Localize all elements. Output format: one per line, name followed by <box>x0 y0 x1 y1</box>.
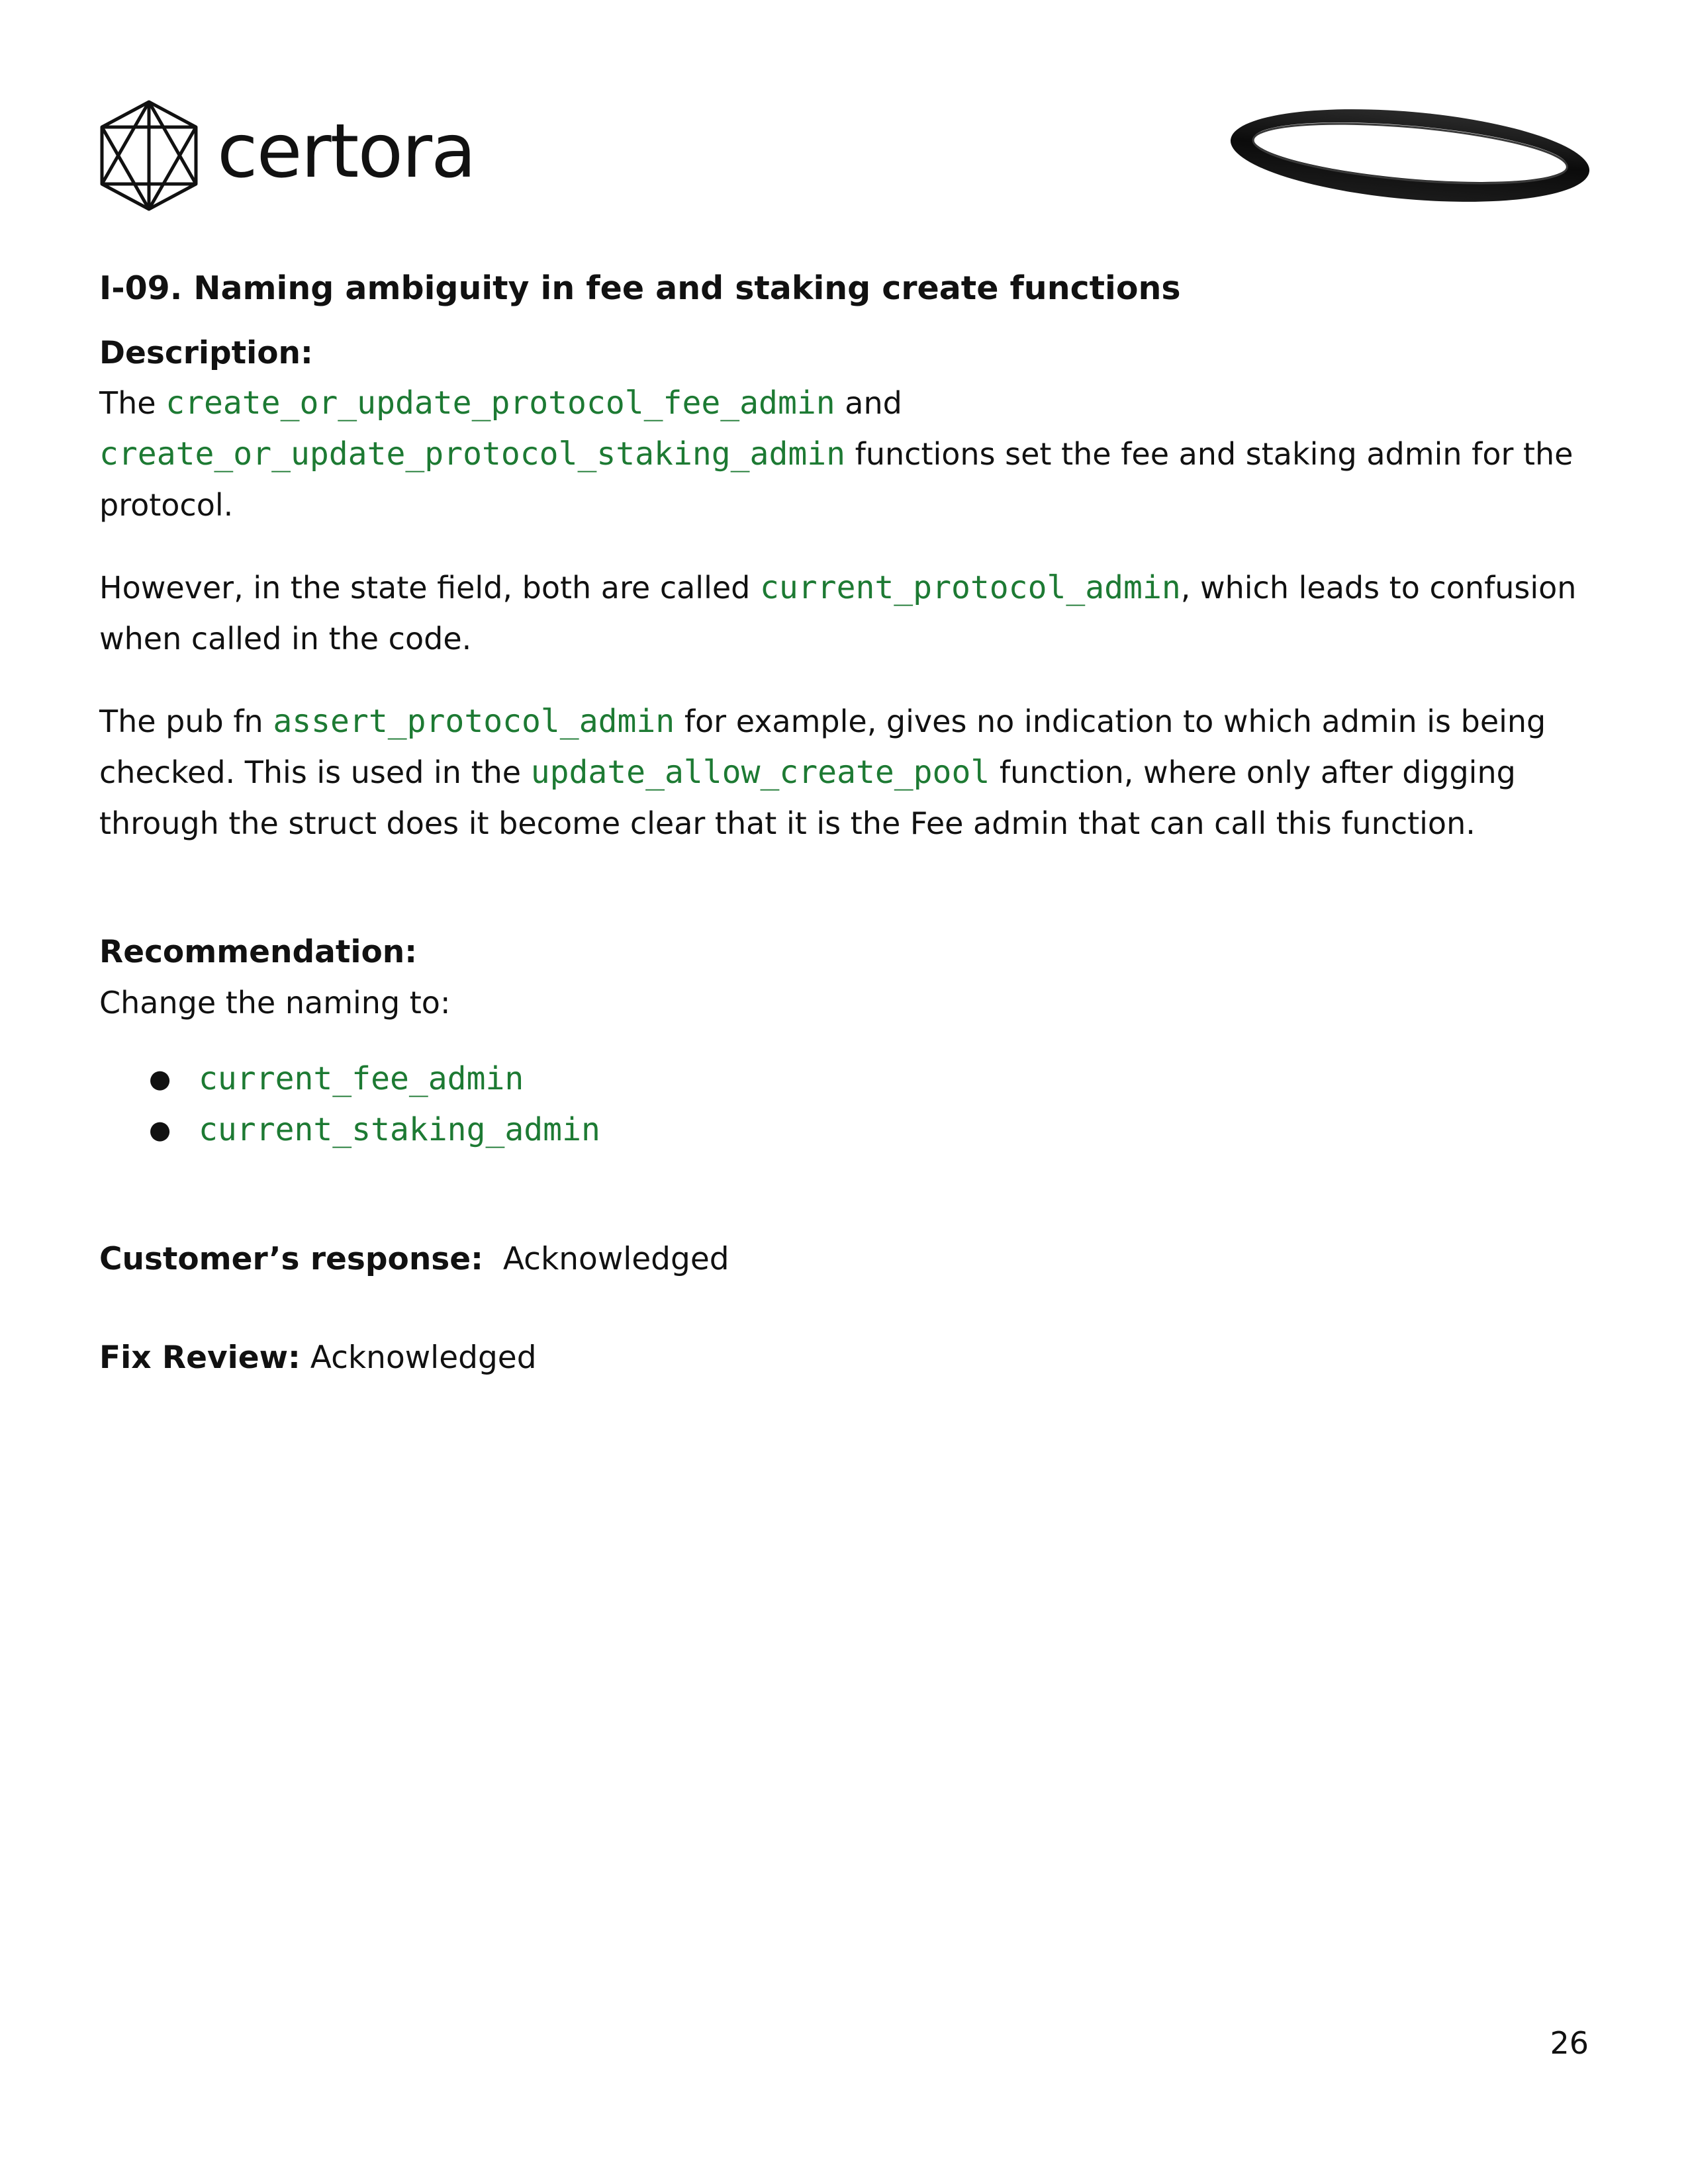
recommendation-label: Recommendation: <box>99 934 417 971</box>
fix-review-value: Acknowledged <box>310 1339 537 1376</box>
para2-text-1: However, in the state field, both are called <box>99 570 760 606</box>
customer-response <box>99 1234 1589 1285</box>
finding-title: I-09. Naming ambiguity in fee and staking create functions <box>99 269 1181 307</box>
code-current-staking-admin: current_staking_admin <box>199 1111 600 1148</box>
bullet-icon: ● <box>149 1064 171 1093</box>
code-current-protocol-admin: current_protocol_admin <box>759 569 1181 607</box>
description-paragraph-3 <box>99 696 1589 849</box>
description-paragraph-1 <box>99 378 1589 531</box>
logo-wordmark: certora <box>217 109 475 195</box>
page-number: 26 <box>1550 2025 1589 2061</box>
certora-logo <box>99 99 475 212</box>
recommendation-intro: Change the naming to: <box>99 984 451 1021</box>
list-item <box>149 1105 1589 1156</box>
code-assert-protocol-admin: assert_protocol_admin <box>273 703 675 741</box>
page-header <box>0 0 1688 238</box>
para1-text-2: and <box>835 385 902 422</box>
recommendation-list <box>99 1054 1589 1156</box>
description-paragraph-2 <box>99 563 1589 664</box>
finding-content <box>99 268 1589 1383</box>
description-label: Description: <box>99 335 313 372</box>
code-update-allow-create-pool: update_allow_create_pool <box>530 754 990 792</box>
para2-text-2: , which leads to confusion when called in the code. <box>99 570 1577 657</box>
para1-text-1: The <box>99 385 166 422</box>
list-item <box>149 1054 1589 1105</box>
para3-text-2: for example, gives no indication to which admin is being checked. This is used in the <box>99 704 1546 791</box>
code-fee-admin-fn: create_or_update_protocol_fee_admin <box>165 385 835 422</box>
code-current-fee-admin: current_fee_admin <box>199 1060 524 1097</box>
para1-text-3: functions set the fee and staking admin for the protocol. <box>99 436 1573 523</box>
code-staking-admin-fn: create_or_update_protocol_staking_admin <box>99 435 846 473</box>
black-ring-icon <box>1218 99 1602 212</box>
fix-review-label: Fix Review: <box>99 1339 301 1376</box>
customer-response-value: Acknowledged <box>502 1240 729 1277</box>
certora-hexagon-logo-icon <box>99 99 199 212</box>
customer-response-label: Customer’s response: <box>99 1240 483 1277</box>
para3-text-1: The pub fn <box>99 704 273 740</box>
bullet-icon: ● <box>149 1115 171 1144</box>
fix-review <box>99 1332 1589 1383</box>
para3-text-3: function, where only after digging through the struct does it become clear that it is the Fee admin that can call this function. <box>99 754 1516 842</box>
